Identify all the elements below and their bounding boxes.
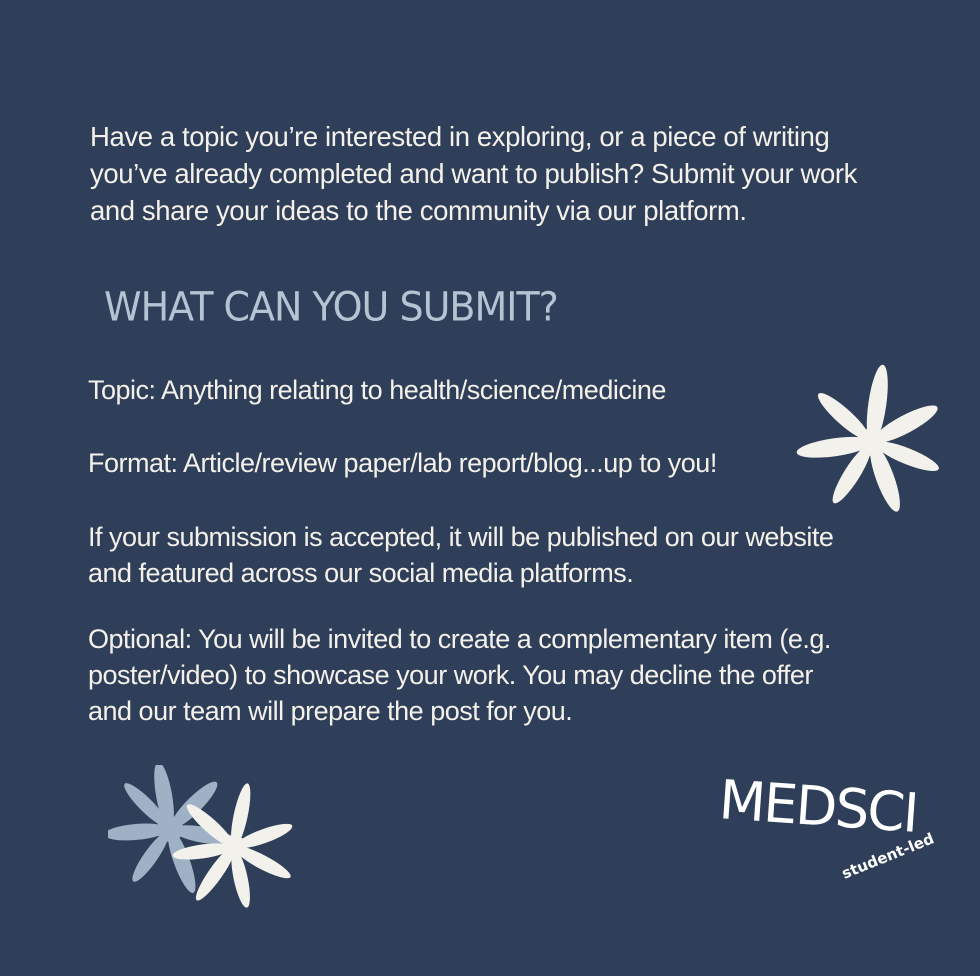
logo-wordmark: MEDSCI (717, 768, 920, 845)
intro-text: Have a topic you’re interested in exploring, or a piece of writing you’ve already completed and want to publish? Submit your work and share your ideas to the community via our platform. (90, 121, 858, 226)
section-heading: WHAT CAN YOU SUBMIT? (104, 283, 558, 331)
star-icon-light (172, 783, 297, 911)
acceptance-text: If your submission is accepted, it will be published on our website and featured across our social media platforms. (88, 522, 834, 588)
medsci-logo (715, 768, 937, 905)
optional-text: Optional: You will be invited to create a complementary item (e.g. poster/video) to showcase your work. You may decline the offer and our team will prepare the post for you. (88, 624, 831, 726)
star-icon-right (796, 364, 941, 514)
format-line: Format: Article/review paper/lab report/blog...up to you! (88, 448, 717, 478)
logo-tagline: student-led (839, 829, 937, 883)
topic-line: Topic: Anything relating to health/science/medicine (88, 375, 666, 405)
